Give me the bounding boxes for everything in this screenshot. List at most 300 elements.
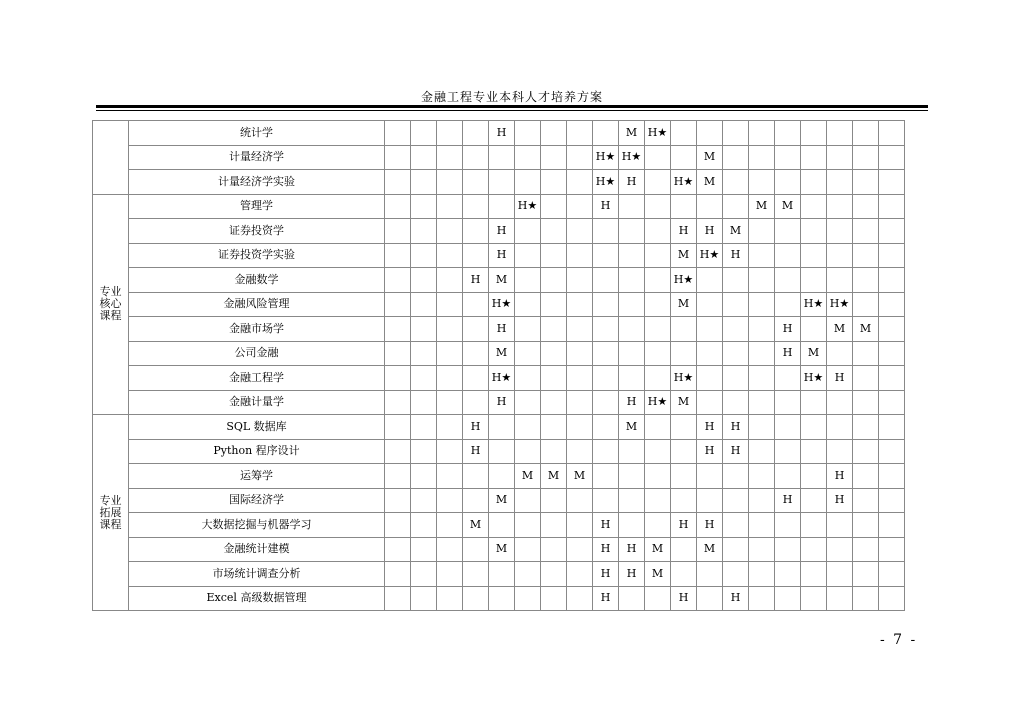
support-level-cell [801, 317, 827, 342]
support-level-cell [567, 415, 593, 440]
support-level-cell [489, 415, 515, 440]
support-level-cell [515, 586, 541, 611]
support-level-cell [775, 170, 801, 195]
support-level-cell [671, 488, 697, 513]
support-level-cell: H [489, 121, 515, 146]
support-level-cell [619, 194, 645, 219]
support-level-cell [593, 219, 619, 244]
support-level-cell [645, 415, 671, 440]
support-level-cell [463, 464, 489, 489]
header-rule-thick [96, 105, 928, 108]
support-level-cell [775, 439, 801, 464]
support-level-cell [827, 562, 853, 587]
support-level-cell [749, 121, 775, 146]
matrix-body [93, 121, 905, 611]
support-level-cell [619, 219, 645, 244]
support-level-cell [645, 488, 671, 513]
support-level-cell [385, 243, 411, 268]
support-level-cell [619, 317, 645, 342]
support-level-cell [411, 537, 437, 562]
support-level-cell [801, 415, 827, 440]
page-number: - 7 - [880, 632, 918, 648]
support-level-cell [515, 439, 541, 464]
support-level-cell [853, 366, 879, 391]
support-level-cell [723, 268, 749, 293]
support-level-cell: H [697, 415, 723, 440]
support-level-cell [645, 586, 671, 611]
support-level-cell [645, 194, 671, 219]
support-level-cell [879, 415, 905, 440]
support-level-cell: H★ [671, 366, 697, 391]
support-level-cell [645, 439, 671, 464]
support-level-cell: H★ [801, 366, 827, 391]
support-level-cell [411, 219, 437, 244]
support-level-cell [723, 194, 749, 219]
table-row [93, 268, 905, 293]
table-row [93, 219, 905, 244]
support-level-cell [645, 170, 671, 195]
support-level-cell [749, 513, 775, 538]
support-level-cell: M [489, 341, 515, 366]
support-level-cell [437, 170, 463, 195]
table-row [93, 562, 905, 587]
support-level-cell [567, 586, 593, 611]
support-level-cell [645, 366, 671, 391]
support-level-cell [411, 317, 437, 342]
support-level-cell [385, 439, 411, 464]
support-level-cell [827, 586, 853, 611]
table-row [93, 390, 905, 415]
support-level-cell [801, 121, 827, 146]
support-level-cell [775, 268, 801, 293]
course-name-cell: 金融数学 [129, 268, 385, 293]
course-name-cell: 计量经济学 [129, 145, 385, 170]
support-level-cell [749, 366, 775, 391]
support-level-cell [853, 586, 879, 611]
support-level-cell [645, 341, 671, 366]
table-row [93, 366, 905, 391]
support-level-cell: H★ [593, 170, 619, 195]
support-level-cell [853, 537, 879, 562]
support-level-cell [749, 537, 775, 562]
course-name-cell: 管理学 [129, 194, 385, 219]
support-level-cell: H [671, 513, 697, 538]
support-level-cell [437, 439, 463, 464]
support-level-cell [801, 439, 827, 464]
support-level-cell [879, 219, 905, 244]
support-level-cell [567, 513, 593, 538]
support-level-cell [567, 194, 593, 219]
support-level-cell [437, 317, 463, 342]
support-level-cell [463, 121, 489, 146]
support-level-cell: H [723, 586, 749, 611]
support-level-cell [775, 586, 801, 611]
support-level-cell [463, 562, 489, 587]
support-level-cell [515, 317, 541, 342]
support-level-cell [801, 268, 827, 293]
support-level-cell [801, 586, 827, 611]
support-level-cell [853, 488, 879, 513]
support-level-cell [593, 341, 619, 366]
support-level-cell [801, 537, 827, 562]
support-level-cell [723, 317, 749, 342]
support-level-cell [827, 537, 853, 562]
course-name-cell: 金融统计建模 [129, 537, 385, 562]
course-category-cell: 专业 核心 课程 [93, 194, 129, 415]
support-level-cell [437, 219, 463, 244]
support-level-cell [541, 390, 567, 415]
support-level-cell [541, 537, 567, 562]
course-name-cell: 公司金融 [129, 341, 385, 366]
support-level-cell: H [619, 390, 645, 415]
header-rule-thin [96, 110, 928, 111]
support-level-cell [463, 194, 489, 219]
support-level-cell: H [463, 415, 489, 440]
support-level-cell [515, 268, 541, 293]
support-level-cell [593, 243, 619, 268]
support-level-cell [437, 243, 463, 268]
support-level-cell [749, 390, 775, 415]
support-level-cell [619, 243, 645, 268]
support-level-cell: H [489, 219, 515, 244]
support-level-cell [723, 513, 749, 538]
support-level-cell [385, 586, 411, 611]
support-level-cell: H [775, 317, 801, 342]
support-level-cell [411, 194, 437, 219]
support-level-cell [775, 121, 801, 146]
support-level-cell [697, 562, 723, 587]
support-level-cell: M [801, 341, 827, 366]
support-level-cell [827, 219, 853, 244]
support-level-cell [411, 439, 437, 464]
support-level-cell [645, 243, 671, 268]
support-level-cell [567, 243, 593, 268]
support-level-cell: H [775, 341, 801, 366]
support-level-cell [515, 366, 541, 391]
support-level-cell [541, 439, 567, 464]
support-level-cell [567, 537, 593, 562]
support-level-cell [567, 170, 593, 195]
course-name-cell: Python 程序设计 [129, 439, 385, 464]
support-level-cell: H [723, 243, 749, 268]
support-level-cell [827, 439, 853, 464]
support-level-cell [411, 170, 437, 195]
support-level-cell [619, 366, 645, 391]
support-level-cell [723, 390, 749, 415]
support-level-cell [437, 145, 463, 170]
support-level-cell [593, 292, 619, 317]
support-level-cell [619, 439, 645, 464]
course-name-cell: SQL 数据库 [129, 415, 385, 440]
support-level-cell [697, 317, 723, 342]
support-level-cell: H★ [671, 170, 697, 195]
course-name-cell: 市场统计调查分析 [129, 562, 385, 587]
support-level-cell [879, 488, 905, 513]
support-level-cell [567, 439, 593, 464]
support-level-cell [541, 513, 567, 538]
support-level-cell [437, 513, 463, 538]
support-level-cell [593, 439, 619, 464]
support-level-cell [567, 317, 593, 342]
support-level-cell [411, 464, 437, 489]
table-row [93, 488, 905, 513]
support-level-cell [853, 464, 879, 489]
table-row [93, 415, 905, 440]
support-level-cell: H★ [671, 268, 697, 293]
support-level-cell [463, 317, 489, 342]
support-level-cell [515, 513, 541, 538]
support-level-cell [775, 366, 801, 391]
support-level-cell [879, 292, 905, 317]
support-level-cell [593, 121, 619, 146]
support-level-cell [437, 268, 463, 293]
course-name-cell: 计量经济学实验 [129, 170, 385, 195]
support-level-cell [437, 464, 463, 489]
support-level-cell [671, 121, 697, 146]
support-level-cell [671, 194, 697, 219]
support-level-cell [879, 243, 905, 268]
support-level-cell [723, 562, 749, 587]
support-level-cell: H [593, 513, 619, 538]
support-level-cell [489, 170, 515, 195]
support-level-cell [411, 415, 437, 440]
support-level-cell [801, 390, 827, 415]
course-name-cell: 证券投资学实验 [129, 243, 385, 268]
support-level-cell: M [541, 464, 567, 489]
support-level-cell [385, 513, 411, 538]
support-level-cell [541, 292, 567, 317]
support-level-cell [463, 170, 489, 195]
support-level-cell [879, 390, 905, 415]
course-category-cell: 专业 拓展 课程 [93, 415, 129, 611]
support-level-cell [801, 562, 827, 587]
support-level-cell: M [619, 415, 645, 440]
support-level-cell [827, 194, 853, 219]
support-level-cell: H [827, 464, 853, 489]
support-level-cell: M [749, 194, 775, 219]
support-level-cell [385, 366, 411, 391]
support-level-cell [567, 145, 593, 170]
support-level-cell [879, 121, 905, 146]
support-level-cell: H [593, 194, 619, 219]
support-level-cell [697, 341, 723, 366]
course-name-cell: 金融市场学 [129, 317, 385, 342]
support-level-cell: H★ [827, 292, 853, 317]
support-level-cell [697, 586, 723, 611]
support-level-cell [541, 170, 567, 195]
support-level-cell [853, 243, 879, 268]
support-level-cell [879, 145, 905, 170]
support-level-cell: M [853, 317, 879, 342]
support-level-cell [697, 464, 723, 489]
support-level-cell: M [515, 464, 541, 489]
support-level-cell [463, 586, 489, 611]
support-level-cell [515, 292, 541, 317]
support-level-cell: H [593, 537, 619, 562]
table-row [93, 243, 905, 268]
page-header-title: 金融工程专业本科人才培养方案 [420, 90, 603, 104]
support-level-cell [411, 145, 437, 170]
support-level-cell [515, 121, 541, 146]
support-level-cell [411, 586, 437, 611]
support-level-cell [437, 292, 463, 317]
support-level-cell [671, 562, 697, 587]
support-level-cell [775, 219, 801, 244]
support-level-cell [437, 194, 463, 219]
support-level-cell: M [619, 121, 645, 146]
support-level-cell [723, 464, 749, 489]
support-level-cell [567, 341, 593, 366]
support-level-cell [593, 390, 619, 415]
support-level-cell [437, 488, 463, 513]
support-level-cell [567, 390, 593, 415]
support-level-cell [411, 292, 437, 317]
support-level-cell [411, 243, 437, 268]
support-level-cell [515, 488, 541, 513]
support-level-cell [463, 219, 489, 244]
support-level-cell [385, 317, 411, 342]
support-level-cell [567, 366, 593, 391]
support-level-cell [697, 390, 723, 415]
support-level-cell [697, 268, 723, 293]
support-level-cell: M [671, 243, 697, 268]
support-level-cell [853, 562, 879, 587]
support-level-cell [749, 268, 775, 293]
support-level-cell [385, 292, 411, 317]
support-level-cell [515, 562, 541, 587]
support-level-cell: H [827, 366, 853, 391]
support-level-cell [853, 268, 879, 293]
course-name-cell: 国际经济学 [129, 488, 385, 513]
support-level-cell: H [619, 537, 645, 562]
support-level-cell [385, 219, 411, 244]
support-level-cell [593, 415, 619, 440]
support-level-cell: H [827, 488, 853, 513]
support-level-cell [853, 439, 879, 464]
support-level-cell: M [645, 537, 671, 562]
support-level-cell [567, 562, 593, 587]
support-level-cell [541, 366, 567, 391]
course-name-cell: Excel 高级数据管理 [129, 586, 385, 611]
support-level-cell [749, 586, 775, 611]
support-level-cell [489, 194, 515, 219]
support-level-cell [879, 586, 905, 611]
support-level-cell [437, 121, 463, 146]
support-level-cell [853, 390, 879, 415]
support-level-cell [775, 145, 801, 170]
support-level-cell [463, 488, 489, 513]
support-level-cell [723, 537, 749, 562]
support-level-cell: H [697, 439, 723, 464]
support-level-cell [671, 341, 697, 366]
support-level-cell [411, 562, 437, 587]
course-name-cell: 大数据挖掘与机器学习 [129, 513, 385, 538]
support-level-cell [775, 243, 801, 268]
support-level-cell [489, 513, 515, 538]
support-level-cell: H [489, 317, 515, 342]
support-level-cell [411, 366, 437, 391]
support-level-cell [515, 537, 541, 562]
support-level-cell [749, 292, 775, 317]
support-level-cell [697, 488, 723, 513]
support-level-cell [385, 341, 411, 366]
support-level-cell [671, 439, 697, 464]
support-level-cell [749, 145, 775, 170]
support-level-cell [411, 488, 437, 513]
support-level-cell [541, 145, 567, 170]
table-row [93, 537, 905, 562]
support-level-cell [723, 341, 749, 366]
support-level-cell [827, 268, 853, 293]
support-level-cell [801, 464, 827, 489]
support-level-cell: H★ [645, 121, 671, 146]
support-level-cell: M [723, 219, 749, 244]
support-level-cell [749, 488, 775, 513]
support-level-cell: M [671, 390, 697, 415]
support-level-cell: H [775, 488, 801, 513]
table-row [93, 194, 905, 219]
support-level-cell [775, 562, 801, 587]
support-level-cell: M [489, 268, 515, 293]
support-level-cell [515, 341, 541, 366]
support-level-cell [749, 439, 775, 464]
course-name-cell: 证券投资学 [129, 219, 385, 244]
support-level-cell [827, 121, 853, 146]
support-level-cell [411, 121, 437, 146]
support-level-cell [541, 243, 567, 268]
support-level-cell [749, 317, 775, 342]
support-level-cell [567, 488, 593, 513]
support-level-cell [879, 317, 905, 342]
support-level-cell [385, 194, 411, 219]
support-level-cell [723, 170, 749, 195]
support-level-cell [541, 341, 567, 366]
support-level-cell: H [593, 586, 619, 611]
support-level-cell [697, 194, 723, 219]
support-level-cell [541, 219, 567, 244]
support-level-cell [801, 219, 827, 244]
support-level-cell: H [463, 439, 489, 464]
support-level-cell [749, 341, 775, 366]
support-level-cell [879, 366, 905, 391]
support-level-cell [879, 194, 905, 219]
support-level-cell [801, 170, 827, 195]
support-level-cell [463, 390, 489, 415]
support-level-cell [801, 513, 827, 538]
support-level-cell [463, 243, 489, 268]
support-level-cell [385, 464, 411, 489]
course-name-cell: 运筹学 [129, 464, 385, 489]
table-row [93, 317, 905, 342]
course-category-cell [93, 121, 129, 195]
table-row [93, 586, 905, 611]
support-level-cell [645, 513, 671, 538]
support-level-cell [853, 219, 879, 244]
support-level-cell [619, 488, 645, 513]
support-level-cell [515, 415, 541, 440]
support-level-cell [827, 415, 853, 440]
support-level-cell [879, 341, 905, 366]
table-row [93, 121, 905, 146]
support-level-cell: H [619, 562, 645, 587]
support-level-cell [567, 121, 593, 146]
support-level-cell [385, 562, 411, 587]
table-row [93, 464, 905, 489]
support-level-cell: M [827, 317, 853, 342]
support-level-cell [645, 219, 671, 244]
support-level-cell [541, 415, 567, 440]
support-level-cell [671, 537, 697, 562]
